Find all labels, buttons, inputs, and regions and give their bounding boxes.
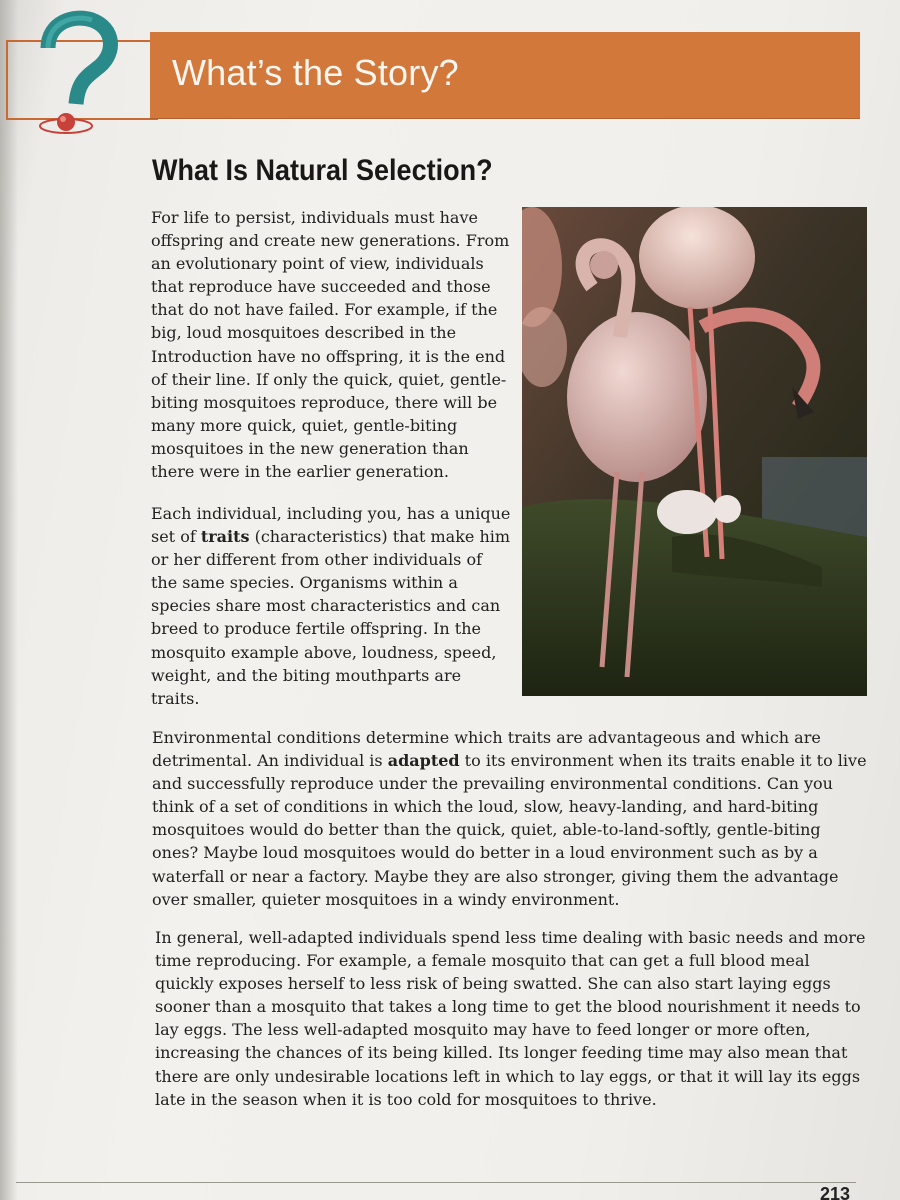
paragraph-traits-text-before: Each individual, including you, has a unique set of (151, 504, 511, 547)
term-adapted: adapted (387, 751, 460, 771)
banner-title: What’s the Story? (172, 52, 459, 93)
paragraph-adapted-text-after: to its environment when its traits enable it to live and successfully reproduce under the prevailing environmental conditions. Can you think of a set of conditions in which the loud, slow, heavy-landing, and hard-biting mosquitoes would do better than the quick, quiet, able-to-land-softly, gentle-biting ones? Maybe loud mosquitoes would do better in a loud environment such as by a waterfall or near a factory. Maybe they are also stronger, giving them the advantage over smaller, quieter mosquitoes in a windy environment. (152, 751, 867, 909)
spine-shadow (0, 0, 18, 1200)
term-traits: traits (200, 527, 250, 547)
section-heading: What Is Natural Selection? (152, 154, 493, 187)
paragraph-adapted (152, 726, 868, 911)
paragraph-adapted-text-before: Environmental conditions determine which traits are advantageous and which are detrimental. An individual is (152, 728, 821, 771)
paragraph-traits-text-after: (characteristics) that make him or her different from other individuals of the same species. Organisms within a species share most characteristics and can breed to produce fertile offspring. In the mosquito example above, loudness, speed, weight, and the biting mouthparts are traits. (151, 527, 511, 708)
flamingos-photo (522, 207, 867, 696)
paragraph-intro: For life to persist, individuals must have offspring and create new generations. From an evolutionary point of view, individuals that reproduce have succeeded and those that do not have failed. For example, if the big, loud mosquitoes described in the Introduction have no offspring, it is the end of their line. If only the quick, quiet, gentle-biting mosquitoes reproduce, there will be many more quick, quiet, gentle-biting mosquitoes in the new generation than there were in the earlier generation. (151, 208, 510, 482)
paragraph-traits (151, 502, 511, 710)
footer-rule (16, 1182, 856, 1183)
paragraph-well-adapted: In general, well-adapted individuals spend less time dealing with basic needs and more time reproducing. For example, a female mosquito that can get a full blood meal quickly exposes herself to less risk of being swatted. She can also start laying eggs sooner than a mosquito that takes a long time to get the blood nourishment it needs to lay eggs. The less well-adapted mosquito may have to feed longer or more often, increasing the chances of its being killed. Its longer feeding time may also mean that there are only undesirable locations left in which to lay eggs, or that it will lay its eggs late in the season when it is too cold for mosquitoes to thrive. (155, 928, 866, 1109)
question-mark-icon (26, 8, 126, 148)
page-number: 213 (820, 1184, 851, 1200)
